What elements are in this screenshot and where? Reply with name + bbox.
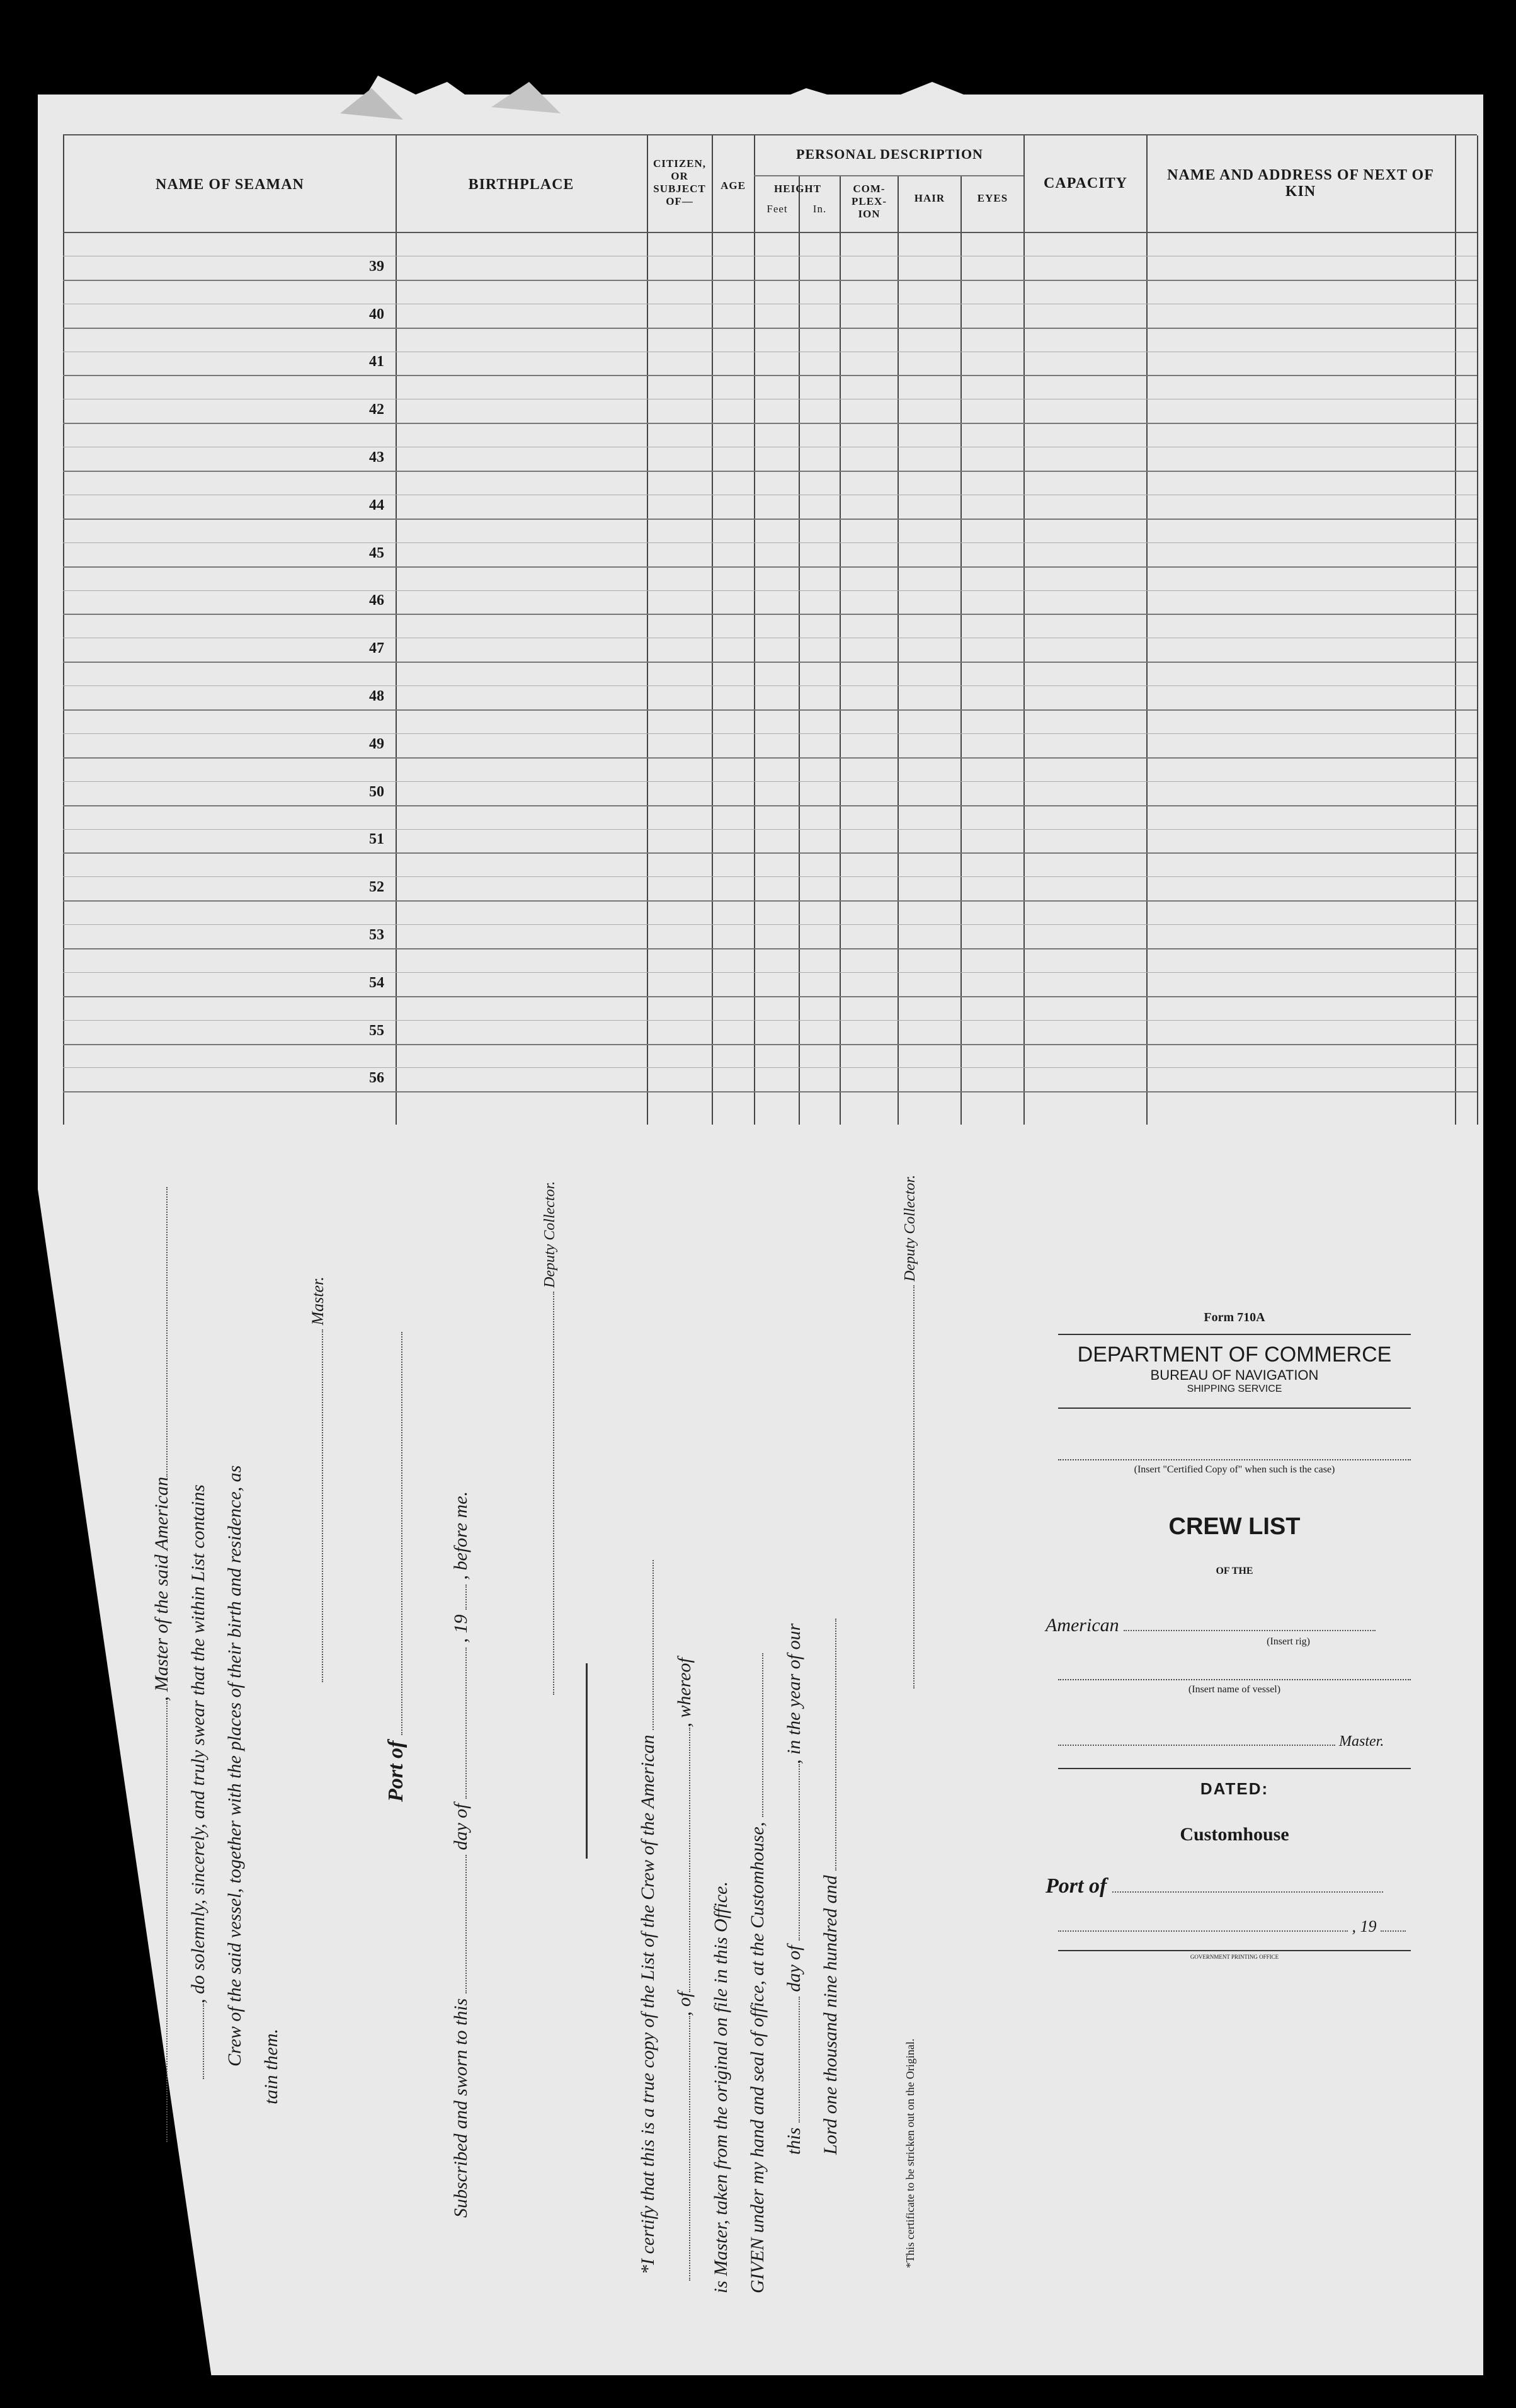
certify-footnote: *This certificate to be stricken out on the Original. — [904, 2038, 916, 2268]
cover-master-label: Master. — [1339, 1733, 1384, 1750]
rule — [1058, 1334, 1411, 1335]
column-divider — [1146, 135, 1148, 1125]
row-number: 55 — [369, 1023, 384, 1039]
certify-day-of: day of — [784, 1945, 804, 1992]
column-divider — [754, 135, 755, 1125]
row-number: 51 — [369, 831, 384, 847]
row-rule — [63, 423, 1477, 424]
of-the-label: OF THE — [1216, 1566, 1253, 1576]
row-subrule — [63, 733, 1477, 734]
certify-line-3: GIVEN under my hand and seal of office, at the Customhouse, — [747, 1821, 768, 2293]
rule — [1058, 1768, 1411, 1769]
blank-line — [166, 1187, 168, 1477]
row-subrule — [63, 972, 1477, 973]
blank-line — [465, 1648, 467, 1799]
row-subrule — [63, 876, 1477, 877]
row-rule — [63, 900, 1477, 902]
row-number: 47 — [369, 640, 384, 656]
row-number: 46 — [369, 592, 384, 609]
blank-line — [653, 1560, 654, 1730]
rule — [1058, 1408, 1411, 1409]
blank-line — [465, 1585, 467, 1610]
blank-line — [762, 1653, 763, 1817]
certify-line-4: Lord one thousand nine hundred and — [820, 1875, 841, 2155]
row-rule — [63, 566, 1477, 568]
row-number: 48 — [369, 688, 384, 704]
row-rule — [63, 614, 1477, 615]
header-personal-description: PERSONAL DESCRIPTION — [796, 146, 983, 162]
row-rule — [63, 852, 1477, 854]
cover-year: , 19 — [1352, 1917, 1377, 1935]
oath-line-2: , do solemnly, sincerely, and truly swear that the within List contains — [188, 1484, 208, 2004]
row-rule — [63, 375, 1477, 376]
certify-of: , of — [674, 1992, 695, 2016]
row-subrule — [63, 590, 1477, 591]
column-divider — [799, 176, 800, 1125]
blank-line — [1058, 1459, 1411, 1460]
header-next-of-kin: NAME AND ADDRESS OF NEXT OF KIN — [1167, 167, 1434, 200]
row-number: 53 — [369, 927, 384, 943]
insert-certified-note: (Insert "Certified Copy of" when such is the case) — [1134, 1464, 1335, 1475]
header-capacity: CAPACITY — [1044, 175, 1127, 192]
table-border-left — [63, 135, 64, 1125]
department-title: DEPARTMENT OF COMMERCE — [1077, 1343, 1392, 1367]
row-number: 54 — [369, 975, 384, 991]
rig-blank — [1124, 1630, 1376, 1631]
header-age: AGE — [721, 180, 746, 192]
oath-line-4: tain them. — [261, 2029, 282, 2104]
certify-this: this — [784, 2127, 804, 2155]
row-number: 44 — [369, 497, 384, 513]
row-subrule — [63, 542, 1477, 543]
row-number: 52 — [369, 879, 384, 895]
column-divider — [396, 135, 397, 1125]
oath-line-1: , Master of the said American — [151, 1476, 172, 1701]
blank-line — [689, 1728, 690, 1992]
header-complexion: COM- PLEX- ION — [852, 183, 887, 220]
row-number: 40 — [369, 306, 384, 323]
row-number: 39 — [369, 258, 384, 275]
header-bottom-rule — [63, 232, 1477, 233]
blank-line — [835, 1619, 836, 1871]
column-divider — [1455, 135, 1456, 1125]
form-number: Form 710A — [1204, 1310, 1265, 1324]
date-blank — [1058, 1930, 1348, 1932]
row-rule — [63, 948, 1477, 949]
row-number: 43 — [369, 449, 384, 466]
blank-line — [689, 2016, 690, 2281]
divider-rule — [586, 1663, 588, 1859]
column-divider — [840, 176, 841, 1125]
table-border-right — [1477, 135, 1478, 1125]
row-subrule — [63, 1067, 1477, 1068]
blank-line — [799, 1764, 800, 1941]
row-rule — [63, 280, 1477, 281]
insert-vessel-note: (Insert name of vessel) — [1188, 1684, 1281, 1695]
column-divider — [647, 135, 648, 1125]
collector-signature-line — [913, 1285, 915, 1688]
oath-day-of: day of — [450, 1803, 471, 1850]
blank-line — [166, 1701, 168, 2142]
header-citizen: CITIZEN, OR SUBJECT OF— — [653, 158, 707, 207]
blank-line — [401, 1332, 402, 1735]
oath-master-label: Master. — [309, 1276, 327, 1326]
oath-line-3: Crew of the said vessel, together with the places of their birth and residence, as — [224, 1465, 245, 2067]
row-number: 50 — [369, 784, 384, 800]
row-subrule — [63, 781, 1477, 782]
certify-in-year: , in the year of our — [784, 1623, 804, 1764]
certify-line-1: *I certify that this is a true copy of the List of the Crew of the American — [637, 1734, 658, 2274]
row-rule — [63, 709, 1477, 711]
row-rule — [63, 1044, 1477, 1045]
collector-signature-line — [553, 1292, 554, 1695]
table-top-rule — [63, 134, 1477, 135]
blank-line — [465, 1855, 467, 1993]
oath-before-me: , before me. — [450, 1491, 471, 1580]
row-number: 56 — [369, 1070, 384, 1086]
row-subrule — [63, 924, 1477, 925]
header-name-of-seaman: NAME OF SEAMAN — [156, 176, 304, 193]
header-hair: HAIR — [914, 192, 945, 204]
blank-line — [799, 1997, 800, 2123]
crew-list-title: CREW LIST — [1168, 1513, 1301, 1540]
row-number: 45 — [369, 545, 384, 561]
column-divider — [898, 176, 899, 1125]
insert-rig-note: (Insert rig) — [1267, 1636, 1310, 1647]
header-eyes: EYES — [977, 192, 1008, 204]
cover-port-of: Port of — [1046, 1874, 1107, 1898]
blank-line — [203, 2004, 204, 2079]
certify-line-2: is Master, taken from the original on file in this Office. — [710, 1881, 731, 2293]
oath-port-of: Port of — [384, 1740, 407, 1802]
subheader-rule — [754, 175, 1023, 176]
rule — [1058, 1950, 1411, 1951]
row-rule — [63, 662, 1477, 663]
header-inches: In. — [812, 203, 827, 215]
certify-whereof: , whereof — [674, 1658, 695, 1728]
row-rule — [63, 1091, 1477, 1092]
header-height: HEIGHT — [774, 183, 821, 195]
printer-imprint: GOVERNMENT PRINTING OFFICE — [1190, 1954, 1279, 1960]
column-divider — [1023, 135, 1025, 1125]
master-signature-line — [322, 1329, 323, 1682]
row-rule — [63, 471, 1477, 472]
header-feet: Feet — [767, 203, 788, 215]
torn-edge — [302, 63, 1058, 139]
vessel-blank — [1058, 1679, 1411, 1680]
bureau-title: BUREAU OF NAVIGATION — [1150, 1367, 1319, 1383]
row-number: 42 — [369, 401, 384, 418]
row-rule — [63, 757, 1477, 759]
service-title: SHIPPING SERVICE — [1187, 1384, 1282, 1394]
row-subrule — [63, 685, 1477, 686]
oath-subscribed: Subscribed and sworn to this — [450, 1998, 471, 2218]
row-rule — [63, 996, 1477, 997]
row-number: 41 — [369, 353, 384, 370]
row-subrule — [63, 1020, 1477, 1021]
dated-label: DATED: — [1200, 1779, 1269, 1798]
column-divider — [712, 135, 713, 1125]
oath-deputy-collector: Deputy Collector. — [542, 1181, 558, 1288]
header-birthplace: BIRTHPLACE — [468, 176, 574, 193]
master-blank — [1058, 1745, 1335, 1746]
column-divider — [960, 176, 962, 1125]
port-blank — [1112, 1891, 1383, 1893]
year-blank — [1381, 1930, 1406, 1932]
row-rule — [63, 805, 1477, 806]
row-rule — [63, 519, 1477, 520]
oath-year: , 19 — [450, 1614, 471, 1643]
certify-deputy-collector: Deputy Collector. — [902, 1174, 918, 1281]
american-label: American — [1046, 1615, 1119, 1636]
row-rule — [63, 328, 1477, 329]
cover-panel — [1046, 1310, 1423, 1960]
customhouse-label: Customhouse — [1180, 1824, 1289, 1845]
row-subrule — [63, 829, 1477, 830]
row-number: 49 — [369, 736, 384, 752]
